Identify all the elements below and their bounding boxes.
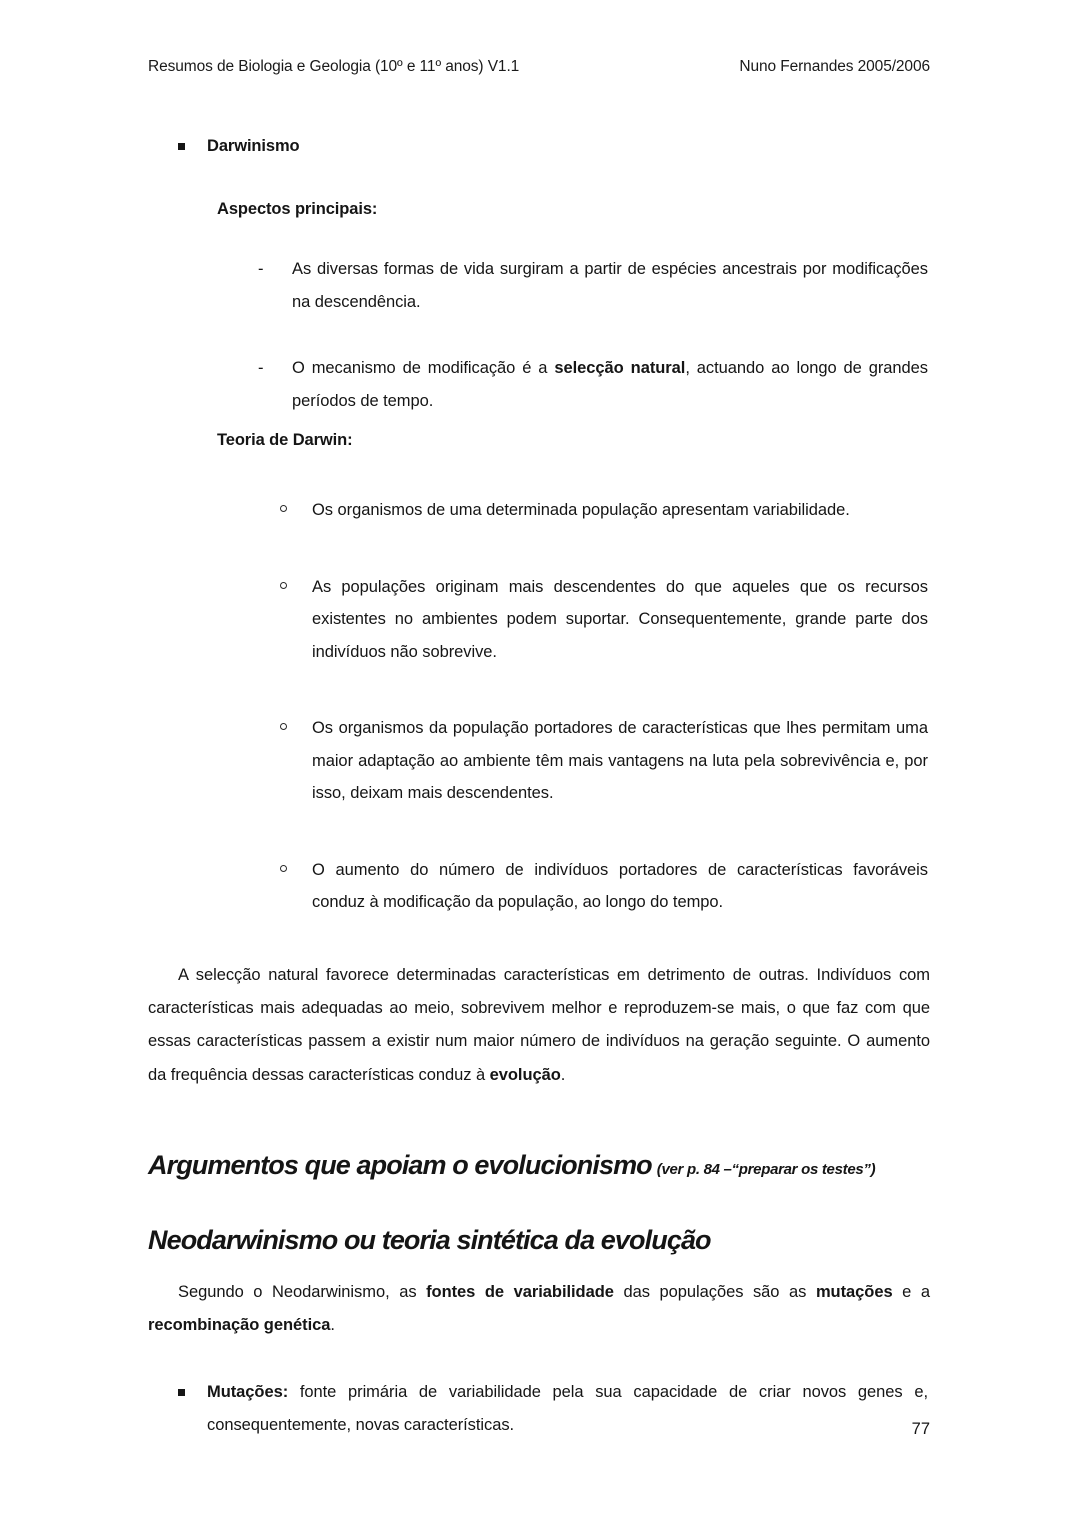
square-bullet-icon (178, 1389, 185, 1396)
list-item-darwinismo (148, 130, 930, 162)
aspect-item-0-text: As diversas formas de vida surgiram a partir de espécies ancestrais por modificações na descendência. (292, 260, 928, 311)
circle-bullet-icon (280, 865, 287, 872)
dash-bullet-icon: - (258, 359, 264, 378)
aspect-item-1-text: O mecanismo de modificação é a selecção natural, actuando ao longo de grandes períodos de tempo. (292, 359, 928, 410)
theory-point-0 (148, 494, 930, 527)
list-item-mutacoes-text: Mutações: fonte primária de variabilidade pela sua capacidade de criar novos genes e, consequentemente, novas características. (207, 1382, 928, 1434)
circle-bullet-icon (280, 723, 287, 730)
heading-neodarwinismo: Neodarwinismo ou teoria sintética da evolução (148, 1224, 711, 1255)
dash-bullet-icon: - (258, 260, 264, 279)
theory-point-3 (148, 854, 930, 919)
teoria-de-darwin-heading: Teoria de Darwin: (217, 431, 353, 450)
theory-point-2 (148, 712, 930, 810)
theory-point-3-text: O aumento do número de indivíduos portadores de características favoráveis conduz à modificação da população, ao longo do tempo. (312, 860, 928, 912)
page-content (148, 118, 930, 1442)
page-number: 77 (911, 1420, 930, 1438)
page-header (148, 58, 930, 76)
theory-point-1-text: As populações originam mais descendentes do que aqueles que os recursos existentes no ambientes podem suportar. Consequentemente, grande parte dos indivíduos não sobrevive. (312, 577, 928, 661)
header-left-title: Resumos de Biologia e Geologia (10º e 11º anos) V1.1 (148, 58, 520, 75)
square-bullet-icon (178, 143, 185, 150)
theory-point-1 (148, 571, 930, 669)
heading-argumentos (148, 1150, 930, 1181)
aspectos-principais-heading: Aspectos principais: (217, 200, 378, 219)
theory-point-0-text: Os organismos de uma determinada população apresentam variabilidade. (312, 501, 850, 520)
aspect-item-0 (148, 253, 930, 318)
circle-bullet-icon (280, 582, 287, 589)
section-bullet-title: Darwinismo (207, 137, 300, 155)
neodarwinismo-intro-paragraph: Segundo o Neodarwinismo, as fontes de variabilidade das populações são as mutações e a recombinação genética. (148, 1282, 931, 1334)
heading-argumentos-title: Argumentos que apoiam o evolucionismo (148, 1149, 652, 1180)
header-right-author: Nuno Fernandes 2005/2006 (739, 58, 930, 75)
summary-paragraph: A selecção natural favorece determinadas características em detrimento de outras. Indivíduos com características mais adequadas ao meio, sobrevivem melhor e reproduzem-se mais, o que faz com que essas características passem a existir num maior número de indivíduos na geração seguinte. O aumento da frequência dessas características conduz à evolução. (148, 965, 930, 1084)
aspect-item-1 (148, 352, 930, 417)
theory-point-2-text: Os organismos da população portadores de características que lhes permitam uma maior adaptação ao ambiente têm mais vantagens na luta pela sobrevivência e, por isso, deixam mais descendentes. (312, 719, 928, 803)
circle-bullet-icon (280, 505, 287, 512)
heading-argumentos-suffix: (ver p. 84 –“preparar os testes”) (656, 1160, 876, 1178)
